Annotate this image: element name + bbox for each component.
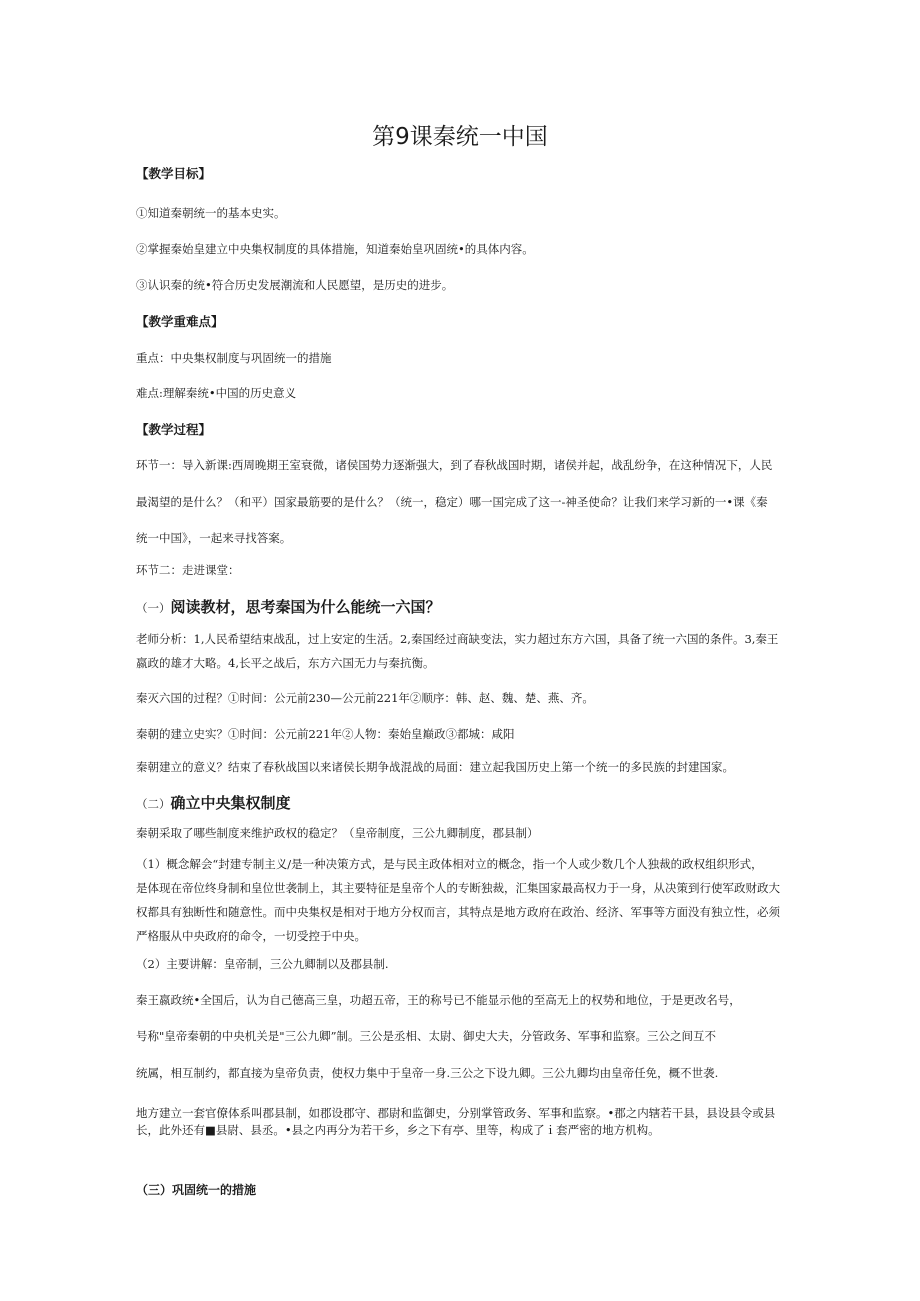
heading-teaching-process: 【教学过程】 xyxy=(136,422,212,437)
section-3-heading: （三）巩固统一的措施 xyxy=(136,1183,257,1197)
section-1-title: 阅读教材，思考秦国为什么能统一六国？ xyxy=(170,598,441,616)
main-explanation: （2）主要讲解：皇帝制，三公九卿制以及郡县制. xyxy=(136,957,389,971)
teacher-analysis-line-2: 嬴政的雄才大略。4,长平之战后，东方六国无力与秦抗衡。 xyxy=(136,656,435,670)
section-2-title: 确立中央集权制度 xyxy=(170,794,291,812)
teacher-analysis-line-1: 老师分析：1,人民希望结束战乱，过上安定的生活。2,秦国经过商缺变法，实力超过东方六国，具备了统一六国的条件。3,秦王 xyxy=(136,632,779,646)
emperor-line-2: 号称"皇帝秦朝的中央机关是"三公九卿”制。三公是丞相、太尉、御史大夫，分管政务、军事和监察。三公之间互不 xyxy=(136,1029,716,1043)
step-two: 环节二：走进课堂： xyxy=(136,563,240,577)
county-system-line-1: 地方建立一套官僚体系叫郡县制，如郡设郡守、郡尉和监御史，分别掌管政务、军事和监察。•郡之内辖若干县，县设县令或县 xyxy=(136,1106,776,1120)
concept-line-1: （1）概念解会“封建专制主义/是一种决策方式，是与民主政体相对立的概念，指一个人或少数几个人独裁的政权组织形式， xyxy=(136,857,763,871)
goal-2: ②掌握秦始皇建立中央集权制度的具体措施，知道秦始皇巩固统•的具体内容。 xyxy=(136,242,534,256)
key-point: 重点：中央集权制度与巩固统一的措施 xyxy=(136,351,332,365)
intro-line-3: 统一中国》，一起来寻找答案。 xyxy=(136,531,292,545)
page-title: 第9课秦统一中国 xyxy=(372,124,548,150)
question-significance: 秦朝建立的意义？结束了春秋战国以来诸侯长期争战混战的局面：建立起我国历史上第一个统一的多民族的封建国家。 xyxy=(136,760,734,774)
concept-line-4: 严格服从中央政府的命令，一切受控于中央。 xyxy=(136,929,366,943)
section-2-heading xyxy=(136,794,291,814)
question-conquest: 秦灭六国的过程？①时间：公元前230—公元前221年②顺序：韩、赵、魏、楚、燕、齐。 xyxy=(136,691,594,705)
goal-3: ③认识秦的统•符合历史发展潮流和人民愿望，是历史的进步。 xyxy=(136,278,454,292)
goal-1: ①知道秦朝统一的基本史实。 xyxy=(136,206,286,220)
question-founding: 秦朝的建立史实？①时间：公元前221年②人物：秦始皇巅政③都城：咸阳 xyxy=(136,727,515,741)
intro-line-1: 环节一：导入新课:西周晚期王室衰微，诸侯国势力逐渐强大，到了春秋战国时期，诸侯并起，战乱纷争，在这种情况下，人民 xyxy=(136,458,773,472)
heading-teaching-goals: 【教学目标】 xyxy=(136,166,212,181)
section-2-number: （二） xyxy=(136,797,171,811)
concept-line-3: 权都具有独断性和随意性。而中央集权是相对于地方分权而言，其特点是地方政府在政治、经济、军事等方面没有独立性，必须 xyxy=(136,905,780,919)
section-2-question: 秦朝采取了哪些制度来维护政权的稳定？（皇帝制度，三公九卿制度，郡县制） xyxy=(136,826,539,840)
difficult-point: 难点:理解秦统•中国的历史意义 xyxy=(136,386,297,400)
intro-line-2: 最渴望的是什么？（和平）国家最筋要的是什么？（统一，稳定）哪一国完成了这一-神圣使命？让我们来学习新的一•课《秦 xyxy=(136,495,768,509)
emperor-line-3: 统属，相互制约，都直接为皇帝负责，使权力集中于皇帝一身.三公之下设九卿。三公九卿均由皇帝任免，概不世袭. xyxy=(136,1066,719,1080)
concept-line-2: 是体现在帝位终身制和皇位世袭制上，其主要特征是皇帝个人的专断独裁，汇集国家最高权力于一身，从决策到行使军政财政大 xyxy=(136,881,780,895)
heading-key-points: 【教学重难点】 xyxy=(136,314,224,329)
section-1-heading xyxy=(136,598,441,618)
emperor-line-1: 秦王嬴政统•全国后，认为自己德高三皇，功超五帝，王的称号已不能显示他的至高无上的权势和地位，于是更改名号， xyxy=(136,993,741,1007)
county-system-line-2: 长，此外还有■县尉、县丞。•县之内再分为若干乡，乡之下有亭、里等，构成了ｉ套严密的地方机构。 xyxy=(136,1123,660,1137)
section-1-number: （一） xyxy=(136,601,171,615)
